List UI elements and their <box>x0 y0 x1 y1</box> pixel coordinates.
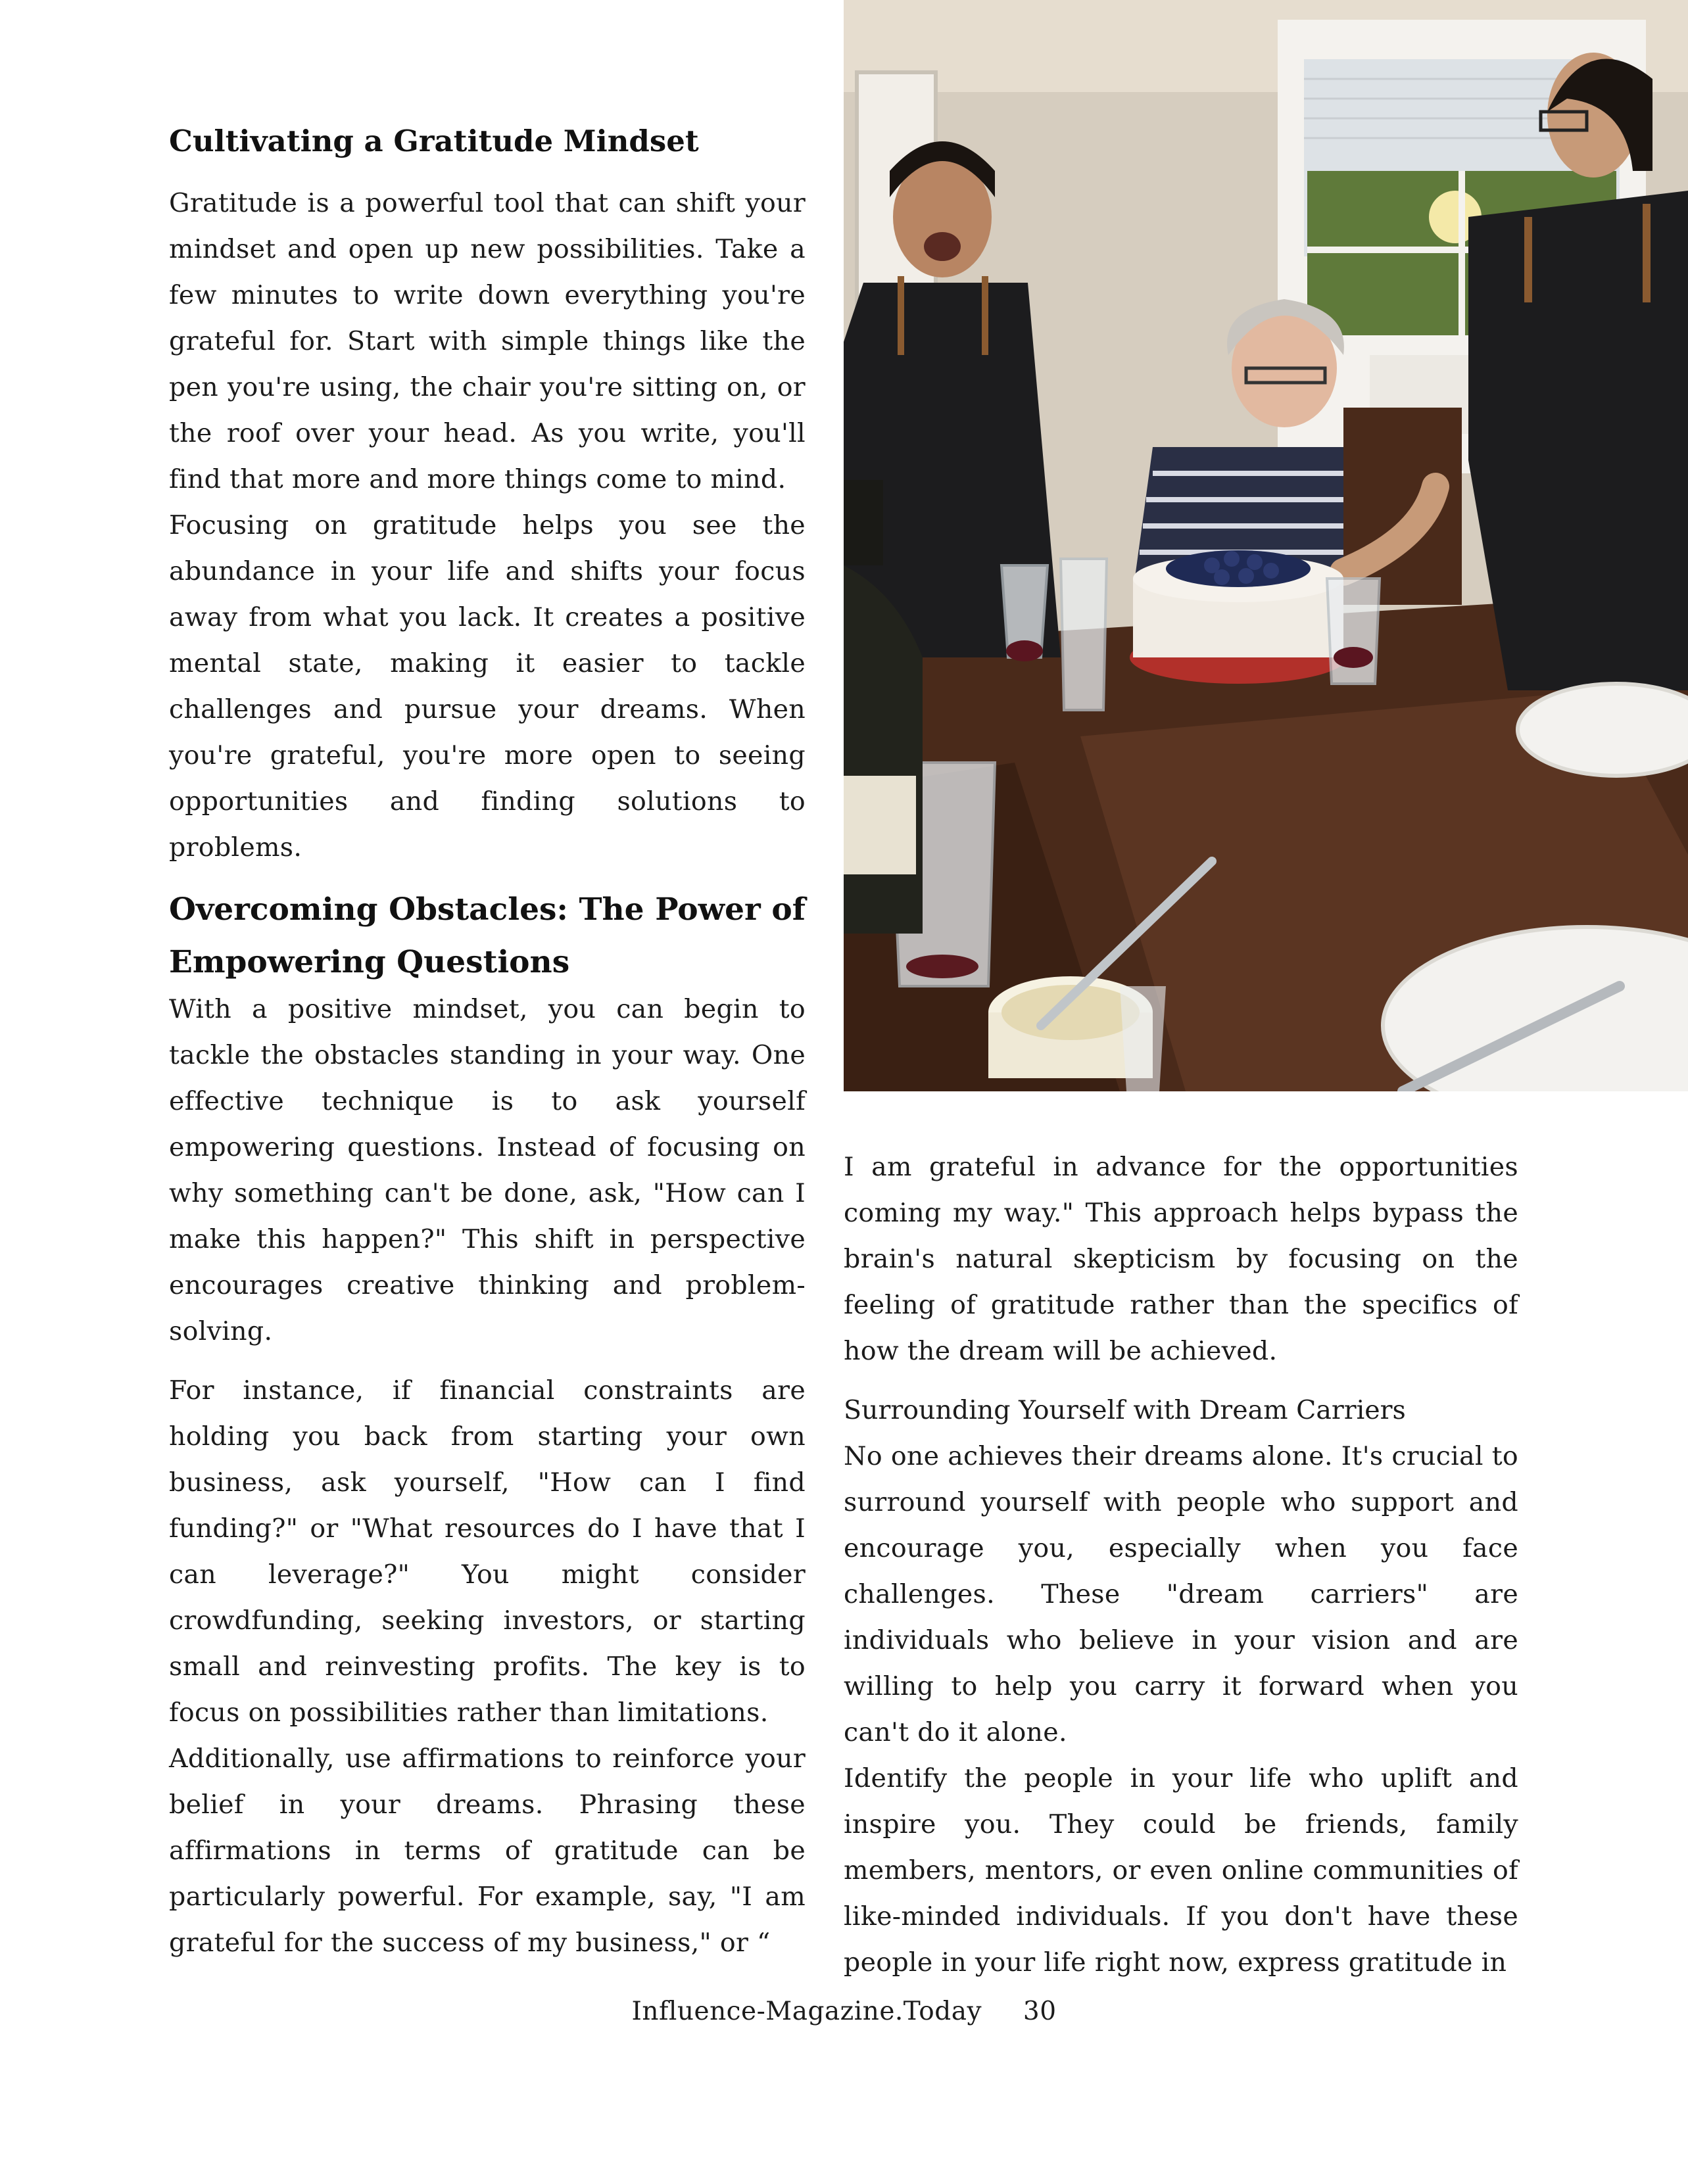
gratitude-paragraph-1: Gratitude is a powerful tool that can shift your mindset and open up new possibilities. Take a few minutes to write down everything you're grateful for. Start with simple things like the pen you're using, the chair you're sitting on, or the roof over your head. As you write, you'll find that more and more things come to mind. <box>169 188 806 494</box>
continuation-paragraph: I am grateful in advance for the opportunities coming my way." This approach helps bypass the brain's natural skepticism by focusing on the feeling of gratitude rather than the specifics of how the dream will be achieved. <box>844 1152 1518 1366</box>
footer-page-number: 30 <box>1023 1997 1057 2026</box>
dream-paragraph-2: Identify the people in your life who uplift and inspire you. They could be friends, family members, mentors, or even online communities of like-minded individuals. If you don't have these people in your life right now, express gratitude in <box>844 1763 1518 1978</box>
heading-gratitude: Cultivating a Gratitude Mindset <box>169 124 699 158</box>
obstacles-paragraph-1: With a positive mindset, you can begin to tackle the obstacles standing in your way. One effective technique is to ask yourself empowering questions. Instead of focusing on why something can't be done, ask, "How can I make this happen?" This shift in perspective encourages creative thinking and problem-solving. <box>169 994 806 1346</box>
left-column <box>169 118 806 1966</box>
gratitude-paragraph-2: Focusing on gratitude helps you see the abundance in your life and shifts your focus away from what you lack. It creates a positive mental state, making it easier to tackle challenges and pursue your dreams. When you're grateful, you're more open to seeing opportunities and finding solutions to problems. <box>169 510 806 863</box>
right-column <box>844 1144 1518 1985</box>
celebration-photo <box>844 0 1688 1091</box>
photo-illustration <box>844 0 1688 1091</box>
heading-obstacles: Overcoming Obstacles: The Power of Empowering Questions <box>169 891 806 980</box>
obstacles-paragraph-2: For instance, if financial constraints are holding you back from starting your own business, ask yourself, "How can I find funding?" or "What resources do I have that I can leverage?" You might consider crowdfunding, seeking investors, or starting small and reinvesting profits. The key is to focus on possibilities rather than limitations. <box>169 1375 806 1728</box>
dream-paragraph-1: No one achieves their dreams alone. It's crucial to surround yourself with people who support and encourage you, especially when you face challenges. These "dream carriers" are individuals who believe in your vision and are willing to help you carry it forward when you can't do it alone. <box>844 1441 1518 1747</box>
obstacles-paragraph-3: Additionally, use affirmations to reinforce your belief in your dreams. Phrasing these affirmations in terms of gratitude can be particularly powerful. For example, say, "I am grateful for the success of my business," or “ <box>169 1744 806 1958</box>
photo-wine-bottle <box>844 480 883 565</box>
photo-plate-right <box>1518 684 1688 776</box>
footer-site-name: Influence-Magazine.Today <box>631 1997 982 2026</box>
subheading-dream-carriers: Surrounding Yourself with Dream Carriers <box>844 1395 1406 1425</box>
page-footer <box>0 1992 1688 2031</box>
